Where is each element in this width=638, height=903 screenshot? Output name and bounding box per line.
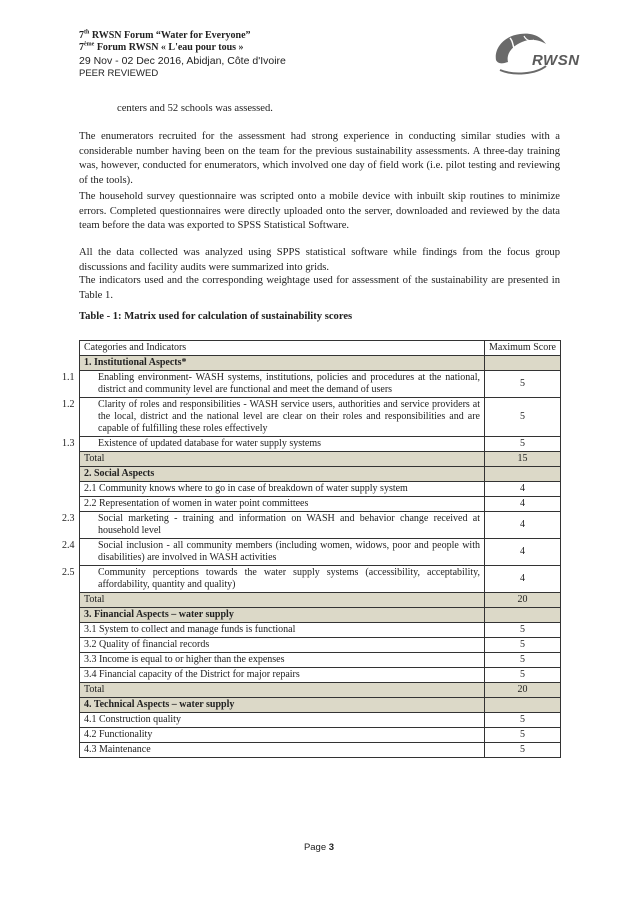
- indicator-cell: 4.3 Maintenance: [80, 743, 485, 758]
- table-header-row: [80, 341, 561, 356]
- para-3: All the data collected was analyzed using SPPS statistical software while findings from the focus group discussions and facility audits were summarized into grids.: [79, 247, 560, 273]
- indicator-cell: 2.1 Community knows where to go in case of breakdown of water supply system: [80, 482, 485, 497]
- sustainability-matrix-table: [62, 340, 561, 758]
- indicator-cell: Total: [80, 593, 485, 608]
- score-cell: 5: [485, 743, 561, 758]
- score-cell: 5: [485, 371, 561, 398]
- forum-dates: 29 Nov - 02 Dec 2016, Abidjan, Côte d'Ivoire: [79, 55, 286, 67]
- forum-title-fr: 7ème Forum RWSN « L'eau pour tous »: [79, 41, 244, 53]
- col-header-max-score: Maximum Score: [485, 341, 561, 356]
- indicator-cell: 3.4 Financial capacity of the District for major repairs: [80, 668, 485, 683]
- score-cell: 5: [485, 713, 561, 728]
- para-0: centers and 52 schools was assessed.: [117, 103, 273, 114]
- total-row: [80, 452, 561, 467]
- score-cell: 4: [485, 497, 561, 512]
- indicator-number: 2.5: [62, 567, 75, 578]
- table-row: [80, 398, 561, 437]
- score-cell: 5: [485, 638, 561, 653]
- indicator-cell: [62, 437, 485, 452]
- score-cell: [485, 356, 561, 371]
- table-row: [80, 482, 561, 497]
- table-row: [80, 668, 561, 683]
- score-cell: 4: [485, 512, 561, 539]
- table-row: [80, 497, 561, 512]
- score-cell: 5: [485, 437, 561, 452]
- indicator-text: Social marketing - training and information on WASH and behavior change received at household level: [98, 513, 480, 536]
- score-cell: 5: [485, 398, 561, 437]
- section-row: [80, 698, 561, 713]
- indicator-cell: 4. Technical Aspects – water supply: [80, 698, 485, 713]
- score-cell: 20: [485, 683, 561, 698]
- indicator-cell: 3. Financial Aspects – water supply: [80, 608, 485, 623]
- indicator-cell: 4.1 Construction quality: [80, 713, 485, 728]
- indicator-cell: 2. Social Aspects: [80, 467, 485, 482]
- indicator-number: 1.1: [62, 372, 75, 383]
- score-cell: 4: [485, 539, 561, 566]
- indicator-cell: 3.2 Quality of financial records: [80, 638, 485, 653]
- indicator-cell: Total: [80, 683, 485, 698]
- indicator-cell: [62, 539, 485, 566]
- indicator-text: Social inclusion - all community members (including women, widows, poor and people with disabilities) are involved in WASH activities: [98, 540, 480, 563]
- table-row: [80, 728, 561, 743]
- indicator-number: 2.4: [62, 540, 75, 551]
- score-cell: 5: [485, 668, 561, 683]
- forum-title-en: 7th RWSN Forum “Water for Everyone”: [79, 29, 251, 41]
- page-footer: Page 3: [303, 842, 335, 853]
- table-row: [80, 713, 561, 728]
- rwsn-logo-text: RWSN: [532, 52, 580, 69]
- indicator-text: Existence of updated database for water supply systems: [98, 438, 321, 449]
- indicator-cell: 4.2 Functionality: [80, 728, 485, 743]
- table-caption: Table - 1: Matrix used for calculation of sustainability scores: [79, 311, 353, 322]
- indicator-number: 1.3: [62, 438, 75, 449]
- section-row: [80, 356, 561, 371]
- page-header: [79, 30, 559, 80]
- score-cell: 15: [485, 452, 561, 467]
- indicator-cell: Total: [80, 452, 485, 467]
- para-2: The household survey questionnaire was scripted onto a mobile device with inbuilt skip routines to minimize errors. Completed questionnaires were directly uploaded onto the server, downloaded and reviewed by the data team before the data was exported to SPSS Statistical Software.: [79, 191, 560, 231]
- col-header-categories: Categories and Indicators: [80, 341, 485, 356]
- table-row: [80, 638, 561, 653]
- score-cell: 20: [485, 593, 561, 608]
- score-cell: 4: [485, 482, 561, 497]
- table-row: [80, 539, 561, 566]
- score-cell: [485, 608, 561, 623]
- indicator-cell: [62, 371, 485, 398]
- para-4: The indicators used and the corresponding weightage used for assessment of the sustainability are presented in Table 1.: [79, 275, 560, 301]
- score-cell: 5: [485, 728, 561, 743]
- table-row: [80, 512, 561, 539]
- score-cell: 4: [485, 566, 561, 593]
- indicator-cell: [62, 566, 485, 593]
- score-cell: 5: [485, 653, 561, 668]
- table-row: [80, 653, 561, 668]
- indicator-cell: [62, 398, 485, 437]
- indicator-cell: 3.3 Income is equal to or higher than the expenses: [80, 653, 485, 668]
- score-cell: 5: [485, 623, 561, 638]
- indicator-cell: [62, 512, 485, 539]
- section-row: [80, 608, 561, 623]
- para-1: The enumerators recruited for the assessment had strong experience in conducting similar studies with a considerable number having been on the team for the previous sustainability assessments. A three-day training was, however, conducted for enumerators, which involved one day of field work (i.e. pilot testing and reviewing of the tools).: [79, 131, 560, 186]
- indicator-cell: 3.1 System to collect and manage funds is functional: [80, 623, 485, 638]
- indicator-cell: 2.2 Representation of women in water point committees: [80, 497, 485, 512]
- total-row: [80, 683, 561, 698]
- table-row: [80, 437, 561, 452]
- table-row: [80, 371, 561, 398]
- table-row: [80, 623, 561, 638]
- indicator-number: 1.2: [62, 399, 75, 410]
- indicator-text: Enabling environment- WASH systems, institutions, policies and procedures at the national, district and community level are functional and meet the demand of users: [98, 372, 480, 395]
- section-row: [80, 467, 561, 482]
- indicator-text: Community perceptions towards the water supply systems (accessibility, acceptability, affordability, quantity and quality): [98, 567, 480, 590]
- table-row: [80, 566, 561, 593]
- indicator-number: 2.3: [62, 513, 75, 524]
- peer-reviewed-label: PEER REVIEWED: [79, 68, 159, 79]
- indicator-text: Clarity of roles and responsibilities - WASH service users, authorities and service providers at the local, district and the national level are clear on their roles and responsibilities and are capable of fulfilling these roles effectively: [98, 399, 480, 434]
- score-cell: [485, 467, 561, 482]
- indicator-cell: 1. Institutional Aspects*: [80, 356, 485, 371]
- table-row: [80, 743, 561, 758]
- score-cell: [485, 698, 561, 713]
- total-row: [80, 593, 561, 608]
